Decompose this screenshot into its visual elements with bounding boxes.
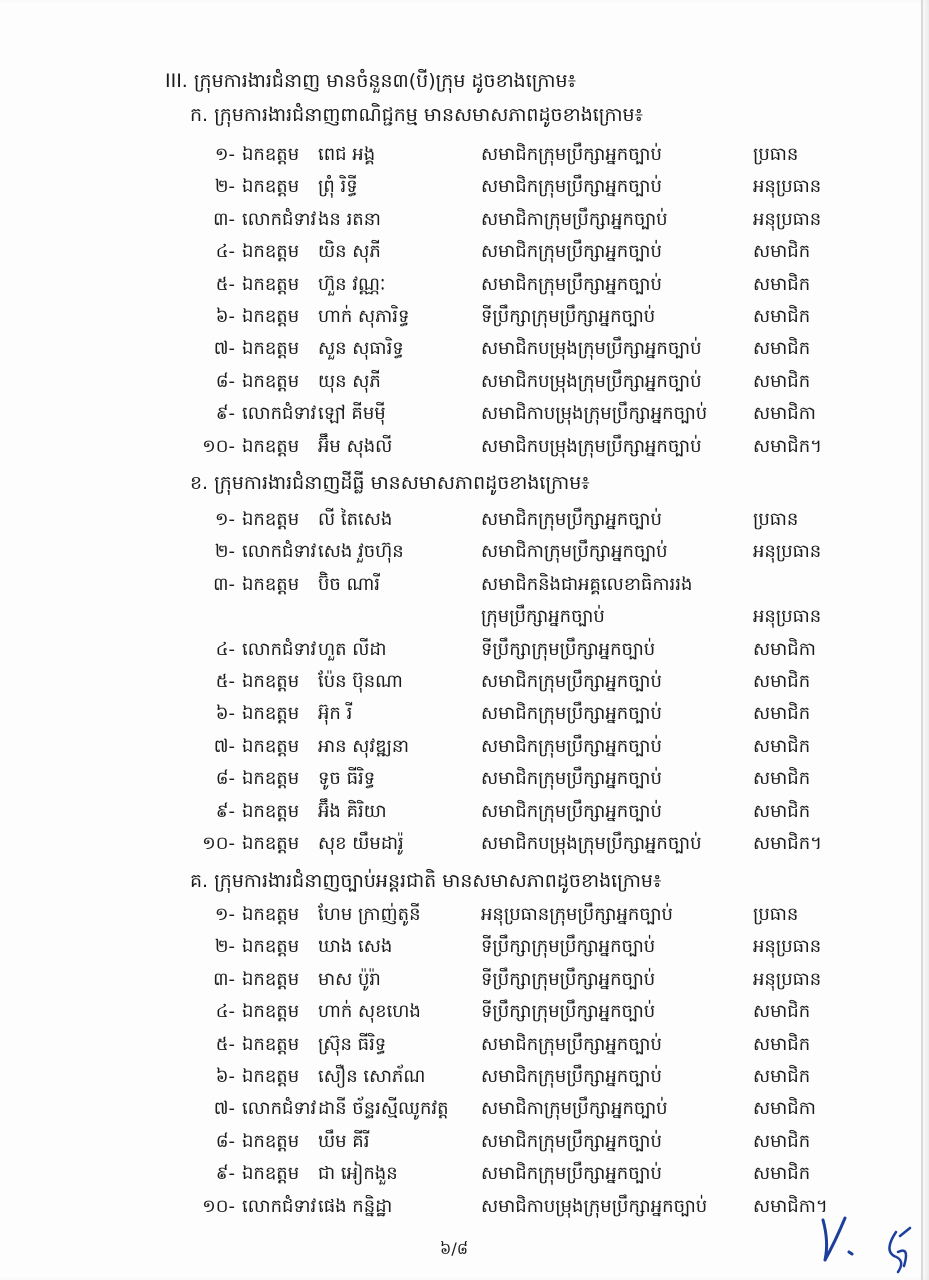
member-title: ឯកឧត្តម <box>242 968 300 990</box>
member-name: ហ៊ួន វណ្ណៈ <box>318 273 386 295</box>
member-row <box>0 367 929 399</box>
member-number: ៨- <box>215 768 235 790</box>
member-position: ទីប្រឹក្សាក្រុមប្រឹក្សាអ្នកច្បាប់ <box>481 968 656 990</box>
section-heading-c: គ. ក្រុមការងារជំនាញច្បាប់អន្តរជាតិ មានសមាសភាពដូចខាងក្រោម៖ <box>190 870 662 892</box>
member-title: ឯកឧត្តម <box>242 306 300 327</box>
member-position: សមាជិកាបម្រុងក្រុមប្រឹក្សាអ្នកច្បាប់ <box>481 1195 708 1217</box>
member-title: ឯកឧត្តម <box>242 509 300 530</box>
member-name: យុន សុភី <box>318 370 381 392</box>
member-number: ១- <box>214 144 235 165</box>
member-name: អ៊ឹម សុងលី <box>318 435 393 457</box>
member-role: សមាជិក <box>753 273 811 295</box>
member-name: ព្រុំ រិទ្ធី <box>318 176 358 198</box>
member-role: អនុប្រធាន <box>753 968 822 990</box>
member-row <box>0 1192 929 1224</box>
member-row <box>0 635 929 667</box>
member-name: សឿន សោភ័ណ <box>318 1066 426 1087</box>
member-title: ឯកឧត្តម <box>242 338 300 360</box>
member-name: សុខ យឹមដារ៉ូ <box>318 833 404 854</box>
member-number: ៥- <box>215 273 235 295</box>
member-position: សមាជិកនិងជាអគ្គលេខាធិការរង <box>481 573 693 595</box>
member-name: យិន សុភី <box>318 241 381 263</box>
member-title: ឯកឧត្តម <box>242 370 300 392</box>
member-title: ឯកឧត្តម <box>242 768 300 790</box>
member-position: សមាជិកាក្រុមប្រឹក្សាអ្នកច្បាប់ <box>481 1098 668 1120</box>
member-position: សមាជិកក្រុមប្រឹក្សាអ្នកច្បាប់ <box>481 241 662 263</box>
member-role: សមាជិក <box>753 370 811 392</box>
member-row <box>0 172 929 204</box>
member-name: ហែម ក្រាញ់តូនី <box>318 904 421 925</box>
member-role: សមាជិក។ <box>753 435 822 457</box>
member-title: ឯកឧត្តម <box>242 735 300 757</box>
member-title: លោកជំទាវ <box>242 208 317 230</box>
member-number: ៤- <box>215 638 235 660</box>
member-number: ៩- <box>215 403 235 425</box>
member-role: សមាជិក។ <box>753 833 822 854</box>
member-row <box>0 334 929 366</box>
member-name: ឡៅ គីមម៉ី <box>318 403 386 425</box>
member-name: ប៊ិច ណារី <box>318 573 380 595</box>
member-number: ៨- <box>215 1130 235 1152</box>
member-row <box>0 602 929 634</box>
member-name: ឃាង សេង <box>318 936 393 958</box>
member-row <box>0 270 929 302</box>
member-role: សមាជិកា <box>753 1098 816 1120</box>
initial-signature-icon <box>815 1212 865 1267</box>
member-role: អនុប្រធាន <box>753 936 822 958</box>
member-role: សមាជិក <box>753 671 811 692</box>
member-role: អនុប្រធាន <box>753 606 822 628</box>
member-title: ឯកឧត្តម <box>242 573 300 595</box>
member-row <box>0 505 929 537</box>
initial-signature-2-icon <box>876 1222 916 1277</box>
member-title: ឯកឧត្តម <box>242 1130 300 1152</box>
member-name: មាស ប៉ូរ៉ា <box>318 968 381 990</box>
member-position: សមាជិកក្រុមប្រឹក្សាអ្នកច្បាប់ <box>481 735 662 757</box>
member-title: ឯកឧត្តម <box>242 703 300 725</box>
member-position: សមាជិកាក្រុមប្រឹក្សាអ្នកច្បាប់ <box>481 208 668 230</box>
member-number: ៣- <box>213 968 235 990</box>
member-position: ក្រុមប្រឹក្សាអ្នកច្បាប់ <box>481 606 605 628</box>
member-position: ទីប្រឹក្សាក្រុមប្រឹក្សាអ្នកច្បាប់ <box>481 638 656 660</box>
main-heading: III. ក្រុមការងារជំនាញ មានចំនួន៣(បី)ក្រុម ដូចខាងក្រោម៖ <box>165 70 576 92</box>
member-position: សមាជិកក្រុមប្រឹក្សាអ្នកច្បាប់ <box>481 1163 662 1185</box>
member-position: សមាជិកបម្រុងក្រុមប្រឹក្សាអ្នកច្បាប់ <box>481 833 702 854</box>
member-position: សមាជិកក្រុមប្រឹក្សាអ្នកច្បាប់ <box>481 800 662 822</box>
member-row <box>0 699 929 731</box>
section-heading-b: ខ. ក្រុមការងារជំនាញដីធ្លី មានសមាសភាពដូចខាងក្រោម៖ <box>190 472 590 494</box>
page-number: ៦/៨ <box>440 1239 469 1258</box>
member-row <box>0 932 929 964</box>
member-number: ៧- <box>213 1098 235 1120</box>
member-position: សមាជិកាក្រុមប្រឹក្សាអ្នកច្បាប់ <box>481 541 668 563</box>
member-title: ឯកឧត្តម <box>242 904 300 925</box>
member-role: ប្រធាន <box>753 509 799 530</box>
member-name: សេង វួចហ៊ុន <box>318 541 404 563</box>
member-title: ឯកឧត្តម <box>242 833 300 854</box>
member-number: ១០- <box>202 833 235 854</box>
member-role: សមាជិក <box>753 1163 811 1185</box>
member-number: ២- <box>214 176 235 198</box>
member-number: ៣- <box>213 208 235 230</box>
member-role: អនុប្រធាន <box>753 541 822 563</box>
member-row <box>0 1094 929 1126</box>
member-name: ស្រ៊ុន ធីរិទ្ធ <box>318 1033 387 1055</box>
member-row <box>0 764 929 796</box>
member-name: ទូច ធីរិទ្ធ <box>318 768 376 790</box>
member-row <box>0 1030 929 1062</box>
member-row <box>0 997 929 1029</box>
member-number: ៦- <box>215 306 235 327</box>
member-title: ឯកឧត្តម <box>242 1163 300 1185</box>
member-title: លោកជំទាវ <box>242 638 317 660</box>
member-role: សមាជិក <box>753 768 811 790</box>
member-number: ១០- <box>202 435 235 457</box>
member-title: ឯកឧត្តម <box>242 176 300 198</box>
member-title: លោកជំទាវ <box>242 403 317 425</box>
member-name: ដានី ច័ន្ទរស្មីឈូកវត្ត <box>318 1098 449 1120</box>
member-role: សមាជិក <box>753 1066 811 1087</box>
member-name: ជា អៀកងួន <box>318 1163 398 1185</box>
member-position: សមាជិកក្រុមប្រឹក្សាអ្នកច្បាប់ <box>481 1130 662 1152</box>
member-position: សមាជិកក្រុមប្រឹក្សាអ្នកច្បាប់ <box>481 1066 662 1087</box>
member-name: ហាក់ សុខហេង <box>318 1001 421 1023</box>
member-position: សមាជិកក្រុមប្រឹក្សាអ្នកច្បាប់ <box>481 671 662 692</box>
member-row <box>0 1062 929 1094</box>
member-role: ប្រធាន <box>753 904 799 925</box>
member-name: អ៊ឹង គិរិយា <box>318 800 387 822</box>
member-number: ១០- <box>202 1195 235 1217</box>
member-role: សមាជិក <box>753 1033 811 1055</box>
member-number: ៦- <box>215 703 235 725</box>
member-row <box>0 237 929 269</box>
member-position: សមាជិកាបម្រុងក្រុមប្រឹក្សាអ្នកច្បាប់ <box>481 403 708 425</box>
member-title: ឯកឧត្តម <box>242 241 300 263</box>
member-number: ៣- <box>213 573 235 595</box>
member-name: សួន សុធារិទ្ធ <box>318 338 404 360</box>
member-name: ងន រតនា <box>318 208 381 230</box>
member-role: សមាជិក <box>753 1001 811 1023</box>
member-name: អ៊ុក រី <box>318 703 353 725</box>
member-role: សមាជិក <box>753 338 811 360</box>
member-number: ២- <box>214 936 235 958</box>
member-row <box>0 537 929 569</box>
member-row <box>0 205 929 237</box>
member-title: លោកជំទាវ <box>242 541 317 563</box>
member-position: សមាជិកបម្រុងក្រុមប្រឹក្សាអ្នកច្បាប់ <box>481 338 702 360</box>
member-number: ២- <box>214 541 235 563</box>
member-title: ឯកឧត្តម <box>242 936 300 958</box>
member-name: ហួត លីដា <box>318 638 387 660</box>
member-row <box>0 900 929 932</box>
member-position: ទីប្រឹក្សាក្រុមប្រឹក្សាអ្នកច្បាប់ <box>481 1001 656 1023</box>
member-name: លី តៃសេង <box>318 509 393 530</box>
member-role: សមាជិកា <box>753 638 816 660</box>
member-row <box>0 667 929 699</box>
member-role: សមាជិកា <box>753 403 816 425</box>
member-position: ទីប្រឹក្សាក្រុមប្រឹក្សាអ្នកច្បាប់ <box>481 936 656 958</box>
member-row <box>0 140 929 172</box>
member-role: សមាជិក <box>753 800 811 822</box>
member-name: ហាក់ សុភារិទ្ធ <box>318 306 410 327</box>
member-title: ឯកឧត្តម <box>242 144 300 165</box>
member-title: ឯកឧត្តម <box>242 1033 300 1055</box>
member-position: អនុប្រធានក្រុមប្រឹក្សាអ្នកច្បាប់ <box>481 904 673 925</box>
member-number: ៩- <box>215 1163 235 1185</box>
member-title: លោកជំទាវ <box>242 1195 317 1217</box>
member-row <box>0 797 929 829</box>
member-row <box>0 432 929 464</box>
member-position: សមាជិកក្រុមប្រឹក្សាអ្នកច្បាប់ <box>481 768 662 790</box>
member-number: ៤- <box>215 241 235 263</box>
member-name: ពេជ អង្គ <box>318 144 376 165</box>
member-number: ៧- <box>213 735 235 757</box>
member-position: ទីប្រឹក្សាក្រុមប្រឹក្សាអ្នកច្បាប់ <box>481 306 656 327</box>
member-position: សមាជិកក្រុមប្រឹក្សាអ្នកច្បាប់ <box>481 703 662 725</box>
member-number: ៦- <box>215 1066 235 1087</box>
member-role: សមាជិក <box>753 241 811 263</box>
member-number: ១- <box>214 904 235 925</box>
member-position: សមាជិកក្រុមប្រឹក្សាអ្នកច្បាប់ <box>481 1033 662 1055</box>
member-title: ឯកឧត្តម <box>242 435 300 457</box>
member-number: ៧- <box>213 338 235 360</box>
member-position: សមាជិកបម្រុងក្រុមប្រឹក្សាអ្នកច្បាប់ <box>481 370 702 392</box>
member-role: សមាជិក <box>753 735 811 757</box>
member-number: ៩- <box>215 800 235 822</box>
member-row <box>0 965 929 997</box>
member-name: ផេង កន្និដ្ឋា <box>318 1195 393 1217</box>
member-row <box>0 302 929 334</box>
member-position: សមាជិកក្រុមប្រឹក្សាអ្នកច្បាប់ <box>481 144 662 165</box>
member-row <box>0 570 929 602</box>
member-role: អនុប្រធាន <box>753 208 822 230</box>
member-role: សមាជិក <box>753 306 811 327</box>
member-role: អនុប្រធាន <box>753 176 822 198</box>
member-title: ឯកឧត្តម <box>242 800 300 822</box>
member-row <box>0 829 929 861</box>
member-name: ប៉ែន ប៊ុនណា <box>318 671 403 692</box>
member-number: ៥- <box>215 671 235 692</box>
member-name: អាន សុវឌ្ឍនា <box>318 735 410 757</box>
section-heading-a: ក. ក្រុមការងារជំនាញពាណិជ្ជកម្ម មានសមាសភាពដូចខាងក្រោម៖ <box>190 104 643 126</box>
member-title: ឯកឧត្តម <box>242 671 300 692</box>
member-number: ៨- <box>215 370 235 392</box>
member-number: ៥- <box>215 1033 235 1055</box>
member-title: ឯកឧត្តម <box>242 1001 300 1023</box>
member-title: ឯកឧត្តម <box>242 1066 300 1087</box>
member-role: សមាជិក <box>753 703 811 725</box>
member-number: ៤- <box>215 1001 235 1023</box>
member-row <box>0 1159 929 1191</box>
member-position: សមាជិកបម្រុងក្រុមប្រឹក្សាអ្នកច្បាប់ <box>481 435 702 457</box>
member-position: សមាជិកក្រុមប្រឹក្សាអ្នកច្បាប់ <box>481 273 662 295</box>
member-row <box>0 732 929 764</box>
member-position: សមាជិកក្រុមប្រឹក្សាអ្នកច្បាប់ <box>481 509 662 530</box>
member-name: ឃឹម គីរី <box>318 1130 370 1152</box>
member-row <box>0 399 929 431</box>
member-number: ១- <box>214 509 235 530</box>
member-role: ប្រធាន <box>753 144 799 165</box>
member-role: សមាជិកា។ <box>753 1195 828 1217</box>
member-title: លោកជំទាវ <box>242 1098 317 1120</box>
member-role: សមាជិក <box>753 1130 811 1152</box>
member-title: ឯកឧត្តម <box>242 273 300 295</box>
member-row <box>0 1127 929 1159</box>
member-position: សមាជិកក្រុមប្រឹក្សាអ្នកច្បាប់ <box>481 176 662 198</box>
